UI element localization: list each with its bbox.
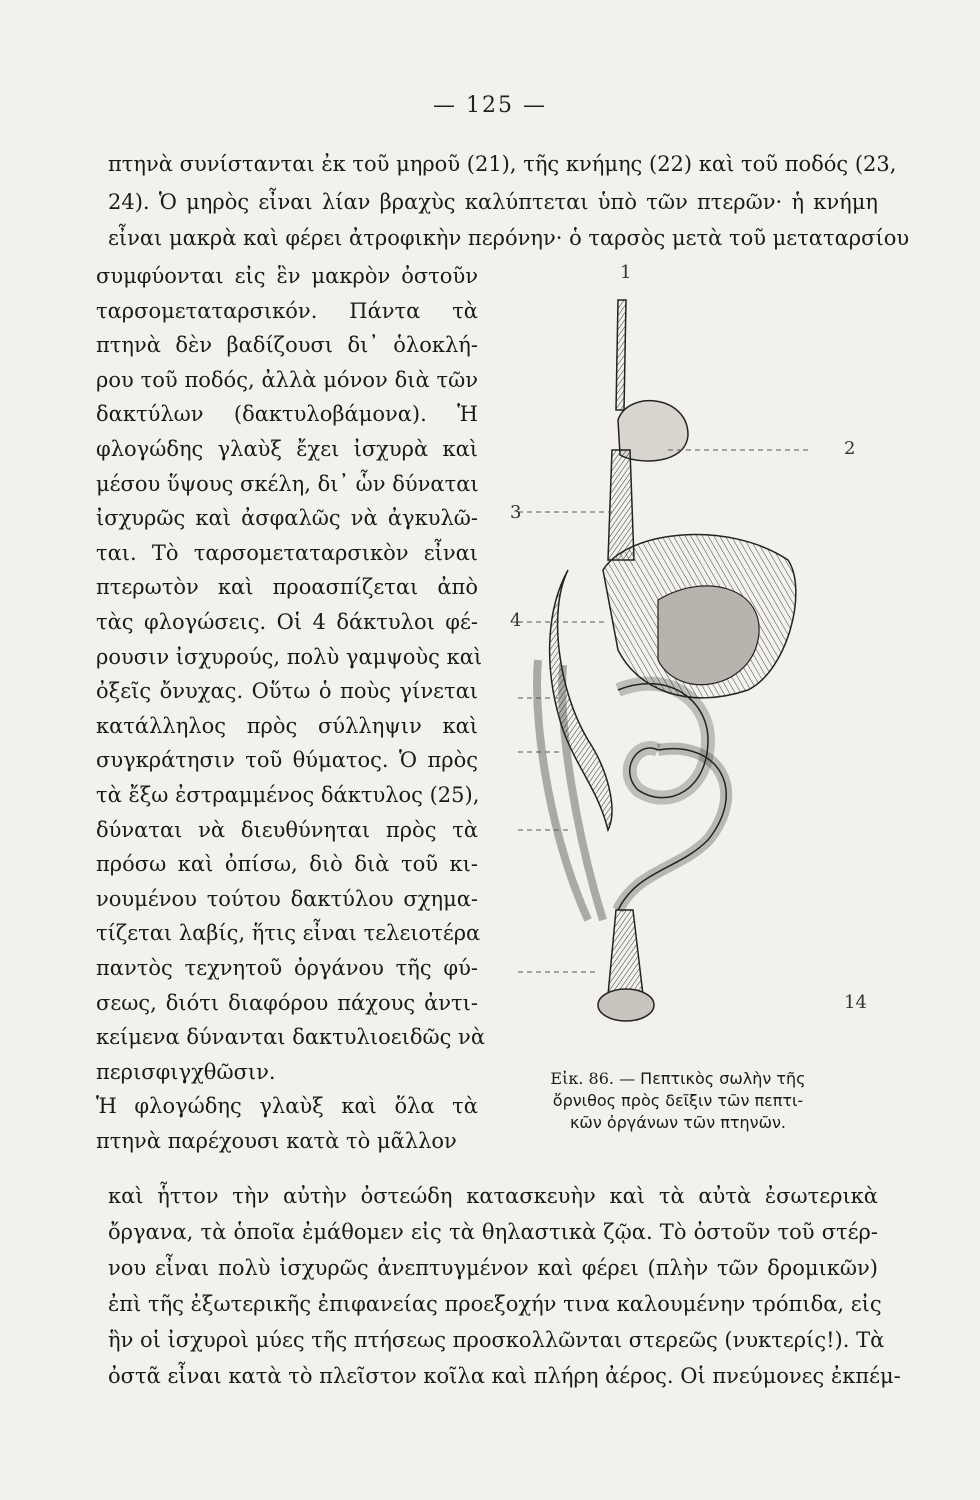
text-line: ὀξεῖς ὄνυχας. Οὕτω ὁ ποὺς γίνεται [96, 679, 478, 703]
figure-label-4: 4 [510, 610, 522, 631]
figure-label-1: 1 [620, 262, 632, 283]
text-line: ται. Τὸ ταρσομεταταρσικὸν εἶναι [96, 541, 478, 565]
caption-line-3: κῶν ὀργάνων τῶν πτηνῶν. [570, 1113, 786, 1132]
caption-line-1: Πεπτικὸς σωλὴν τῆς [640, 1069, 806, 1088]
text-line: ρου τοῦ ποδός, ἀλλὰ μόνον διὰ τῶν [96, 368, 478, 392]
proventriculus [608, 450, 634, 560]
text-line: ὄργανα, τὰ ὁποῖα ἐμάθομεν εἰς τὰ θηλαστικὰ ζῷα. Τὸ ὀστοῦν τοῦ στέρ- [108, 1220, 878, 1244]
text-line: πρόσω καὶ ὀπίσω, διὸ διὰ τοῦ κι- [96, 852, 478, 876]
text-line: Ἡ φλογώδης γλαὺξ καὶ ὅλα τὰ [96, 1094, 478, 1118]
text-line: τὰς φλογώσεις. Οἱ 4 δάκτυλοι φέ- [96, 610, 478, 634]
text-line: κατάλληλος πρὸς σύλληψιν καὶ [96, 714, 478, 738]
page-number: — 125 — [433, 93, 547, 118]
text-line: μέσου ὕψους σκέλη, δι᾽ ὧν δύναται [96, 472, 479, 496]
text-line: ὀστᾶ εἶναι κατὰ τὸ πλεῖστον κοῖλα καὶ πλήρη ἀέρος. Οἱ πνεύμονες ἐκπέμ- [108, 1364, 901, 1388]
text-line: κείμενα δύνανται δακτυλιοειδῶς νὰ [96, 1025, 486, 1049]
figure-label-3: 3 [510, 502, 522, 523]
text-line: φλογώδης γλαὺξ ἔχει ἰσχυρὰ καὶ [96, 437, 478, 461]
caption-lead: Εἰκ. 86. — [550, 1069, 636, 1088]
text-line: ἐπὶ τῆς ἐξωτερικῆς ἐπιφανείας προεξοχήν τινα καλουμένην τρόπιδα, εἰς [108, 1292, 882, 1316]
text-line: παντὸς τεχνητοῦ ὀργάνου τῆς φύ- [96, 956, 478, 980]
text-line: πτηνὰ συνίστανται ἐκ τοῦ μηροῦ (21), τῆς κνήμης (22) καὶ τοῦ ποδός (23, [108, 152, 897, 176]
digestive-tract-illustration [508, 270, 878, 1070]
digestive-tract-figure [508, 262, 878, 1070]
text-line: πτηνὰ παρέχουσι κατὰ τὸ μᾶλλον [96, 1129, 457, 1153]
text-line: σεως, διότι διαφόρου πάχους ἀντι- [96, 991, 478, 1015]
text-line: δύναται νὰ διευθύνηται πρὸς τὰ [96, 818, 478, 842]
text-line: 24). Ὁ μηρὸς εἶναι λίαν βραχὺς καλύπτεται ὑπὸ τῶν πτερῶν· ἡ κνήμη [108, 190, 878, 214]
text-line: ἰσχυρῶς καὶ ἀσφαλῶς νὰ ἀγκυλῶ- [96, 506, 478, 530]
cloaca [598, 989, 654, 1021]
text-line: τίζεται λαβίς, ἥτις εἶναι τελειοτέρα [96, 921, 481, 945]
text-line: ταρσομεταταρσικόν. Πάντα τὰ [96, 299, 478, 323]
text-line: πτερωτὸν καὶ προασπίζεται ἀπὸ [96, 575, 478, 599]
text-line: καὶ ἧττον τὴν αὐτὴν ὀστεώδη κατασκευὴν καὶ τὰ αὐτὰ ἐσωτερικὰ [108, 1184, 878, 1208]
figure-label-2: 2 [844, 438, 856, 459]
caption-line-2: ὄρνιθος πρὸς δεῖξιν τῶν πεπτι- [552, 1091, 804, 1110]
esophagus [616, 300, 626, 410]
text-line: τὰ ἔξω ἐστραμμένος δάκτυλος (25), [96, 783, 480, 807]
text-line: πτηνὰ δὲν βαδίζουσι δι᾽ ὁλοκλή- [96, 333, 478, 357]
rectum [608, 910, 643, 995]
figure-caption [508, 1068, 848, 1134]
text-line: ἣν οἱ ἰσχυροὶ μύες τῆς πτήσεως προσκολλῶνται στερεῶς (νυκτερίς!). Τὰ [108, 1328, 885, 1352]
text-line: δακτύλων (δακτυλοβάμονα). Ἡ [96, 402, 478, 426]
text-line: συγκράτησιν τοῦ θύματος. Ὁ πρὸς [96, 748, 478, 772]
text-line: νουμένου τούτου δακτύλου σχημα- [96, 887, 478, 911]
text-line: συμφύονται εἰς ἓν μακρὸν ὀστοῦν [96, 264, 478, 288]
text-line: νου εἶναι πολὺ ἰσχυρῶς ἀνεπτυγμένον καὶ φέρει (πλὴν τῶν δρομικῶν) [108, 1256, 878, 1280]
text-line: εἶναι μακρὰ καὶ φέρει ἀτροφικὴν περόνην· ὁ ταρσὸς μετὰ τοῦ μεταταρσίου [108, 226, 910, 250]
text-line: ρουσιν ἰσχυρούς, πολὺ γαμψοὺς καὶ [96, 645, 483, 669]
text-line: περισφιγχθῶσιν. [96, 1060, 276, 1084]
figure-label-14: 14 [844, 992, 867, 1013]
